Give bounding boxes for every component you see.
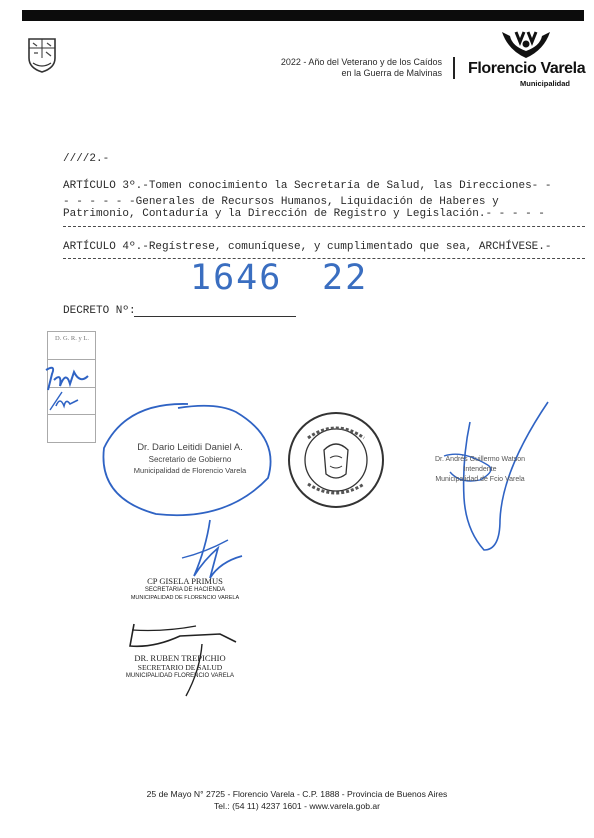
motto-line-2: en la Guerra de Malvinas <box>341 68 442 78</box>
signatory-4-title: SECRETARIO DE SALUD <box>137 663 223 672</box>
decreto-underline <box>134 316 296 317</box>
page-reference: ////2.- <box>63 153 110 165</box>
dash-fill-line <box>63 226 585 227</box>
initials-handwriting <box>40 362 100 417</box>
article-3-line-3: Patrimonio, Contaduría y la Dirección de Registro y Legislación.- - - - - <box>63 208 545 220</box>
municipal-seal-icon <box>286 410 386 510</box>
florencio-varela-logo-icon <box>500 28 552 60</box>
signatory-3-name: CP GISELA PRIMUS <box>147 576 223 586</box>
decreto-label: DECRETO Nº: <box>63 305 136 317</box>
signatory-1-name: Dr. Dario Leitidi Daniel A. <box>137 442 243 453</box>
article-3-line-1: ARTÍCULO 3º.-Tomen conocimiento la Secretaría de Salud, las Direcciones- - <box>63 180 552 192</box>
top-bar <box>22 10 584 21</box>
registration-box-label: D. G. R. y L. <box>55 335 89 342</box>
article-3-line-2: - - - - - -Generales de Recursos Humanos, Liquidación de Haberes y <box>63 196 499 208</box>
logo-subtitle: Municipalidad <box>520 79 571 88</box>
motto-line-1: 2022 - Año del Veterano y de los Caídos <box>280 57 442 67</box>
header-divider <box>453 57 455 79</box>
signatory-4-org: MUNICIPALIDAD FLORENCIO VARELA <box>125 673 235 679</box>
signatory-3-org: MUNICIPALIDAD DE FLORENCIO VARELA <box>130 595 240 601</box>
signatory-2-org: Municipalidad de Fcio Varela <box>435 476 525 483</box>
signatory-3-title: SECRETARIA DE HACIENDA <box>144 587 226 593</box>
signatory-2-name: Dr. Andrés Guillermo Watson <box>435 456 525 463</box>
signatory-2-title: Intendente <box>463 466 497 473</box>
signatory-1-org: Municipalidad de Florencio Varela <box>133 466 247 475</box>
year-motto <box>250 57 442 79</box>
signatory-1-title: Secretario de Gobierno <box>148 455 232 464</box>
footer-address: 25 de Mayo N° 2725 - Florencio Varela - C.P. 1888 - Provincia de Buenos Aires <box>146 789 448 799</box>
municipal-crest-icon <box>26 36 58 74</box>
decree-year-stamp: 22 <box>322 258 369 298</box>
decree-number-stamp: 1646 <box>190 258 283 298</box>
signatory-4-name: DR. RUBEN TREPICHIO <box>134 653 226 663</box>
footer-contact: Tel.: (54 11) 4237 1601 - www.varela.gob.ar <box>213 801 381 811</box>
signature-3-stroke <box>176 518 246 584</box>
article-4-line-1: ARTÍCULO 4º.-Regístrese, comuníquese, y cumplimentado que sea, ARCHÍVESE.- <box>63 241 552 253</box>
logo-name: Florencio Varela <box>468 60 586 77</box>
